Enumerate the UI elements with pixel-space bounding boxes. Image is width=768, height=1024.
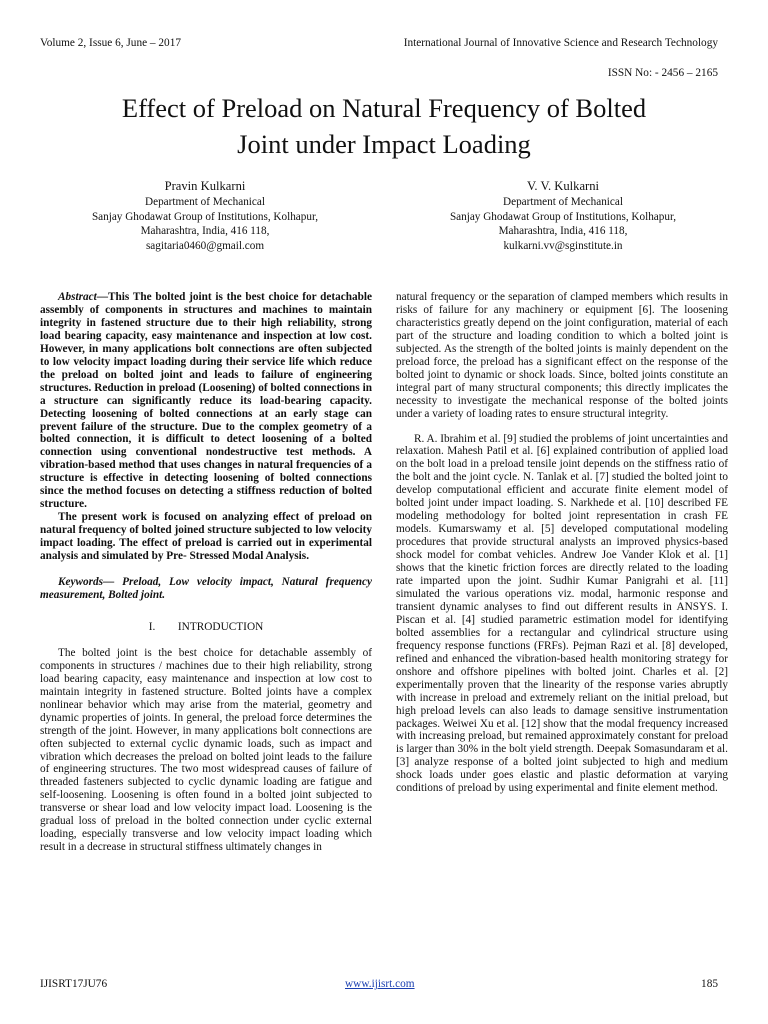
- footer-paper-id: IJISRT17JU76: [40, 978, 108, 990]
- author-inst: Sanjay Ghodawat Group of Institutions, Kolhapur,: [449, 210, 677, 223]
- right-paragraph-1: natural frequency or the separation of clamped members which results in risks of failure for any machinery or equipment [6]. The loosening characteristics greatly depend on the joint configuration, material of each part of the structure and loading condition to which a bolted joint is subjected. As the strength of the bolted joints is mainly dependent on the preload force, the preload has a significant effect on the response of the bolted joint to dynamic or shock loads. Since, bolted joints constitute an integral part of many structural components; this directly implicates the necessity to investigate the mechanical response of the bolted joints under a variety of loading rates to ensure structural integrity.: [396, 291, 728, 420]
- right-paragraph-2: R. A. Ibrahim et al. [9] studied the problems of joint uncertainties and relaxation. Mahesh Patil et al. [6] explained contribution of applied load on the bolt load in a preload tensile joint depends on the stiffness ratio of the bolt and the joint cycle. N. Tanlak et al. [7] studied the bolted joint to develop computational efficient and accurate finite element model of bolted joint under impact loading. S. Narkhede et al. [10] described FE modeling methodology for bolted joint representation in crash FE models. Kumarswamy et al. [5] developed computational modeling procedures that provide structural analysts an improved physics-based shock model for combat vehicles. Andrew Joe Vander Klok et al. [1] shows that the kinetic friction forces are directly related to the loading rate imparted upon the joint. Sudhir Kumar Panigrahi et al. [11] simulated the various operations viz. modal, harmonic response and transient dynamic analyses to find out different results in ANSYS. I. Piscan et al. [4] studied parametric estimation model for identifying bolted assemblies for a rectangular and cylindrical structure using frequency response functions (FRFs). Pejman Razi et al. [8] developed, refined and enhanced the vibration-based health monitoring strategy for onshore and offshore pipelines with bolted joint. Charles et al. [2] experimentally proven that the linearity of the response varies abruptly with increase in preload and extremely reliant on the initial preload, but high preload levels can also leads to damage sensitive instrumentation packages. Weiwei Xu et al. [12] show that the modal frequency increased with increasing preload, but remained approximately constant for preload is larger than 30% in the bolt yield strength. Deepak Somasundaram et al. [3] analyze response of a bolted joint subjected to high and medium shock loads under goes elastic and plastic deformation at varying conditions of preload by using experimental and finite element method.: [396, 432, 728, 795]
- section-heading-introduction: I. INTRODUCTION: [148, 620, 264, 633]
- left-column: [40, 291, 372, 854]
- title-line-1: Effect of Preload on Natural Frequency of Bolted: [121, 93, 647, 123]
- author-name: Pravin Kulkarni: [164, 179, 246, 193]
- abstract-text-2: The present work is focused on analyzing effect of preload on natural frequency of bolted joined structure subjected to low velocity impact loading. The effect of preload is carried out in experimental analysis and simulated by Pre- Stressed Modal Analysis.: [40, 511, 372, 563]
- paper-title: [40, 90, 728, 162]
- keywords: [40, 576, 372, 602]
- title-line-2: Joint under Impact Loading: [237, 129, 531, 159]
- abstract: [40, 291, 372, 511]
- author-dept: Department of Mechanical: [145, 196, 265, 208]
- abstract-text: —This The bolted joint is the best choice for detachable assembly of components in structures and machines to maintain integrity in fastened structure due to their high reliability, strong load bearing capacity, easy maintenance and inspection at low cost. However, in many applications bolt connections are often subjected to low velocity impact loading during their service life which reduce the preload on bolted joint and leads to failure of engineering structures. Reduction in preload (Loosening) of bolted connections in a structure can significantly reduce its load-bearing capacity. Detecting loosening of bolted connections at an early stage can prevent failure of the structure. Due to the complex geometry of a bolted connection, it is difficult to detect loosening of a bolted connection using conventional nondestructive test methods. A vibration-based method that uses changes in natural frequencies of a structure is effective in detecting loosening of bolted connections since the method focuses on detecting a stiffness reduction of bolted structure.: [40, 291, 372, 511]
- footer-url[interactable]: www.ijisrt.com: [345, 978, 415, 990]
- author-email: sagitaria0460@gmail.com: [145, 239, 265, 252]
- header-journal: International Journal of Innovative Science and Research Technology: [403, 37, 718, 49]
- author-dept: Department of Mechanical: [503, 196, 623, 208]
- header-issn: ISSN No: - 2456 – 2165: [607, 67, 718, 79]
- author-inst: Sanjay Ghodawat Group of Institutions, Kolhapur,: [91, 210, 319, 223]
- author-addr: Maharashtra, India, 416 118,: [140, 225, 270, 237]
- intro-paragraph-1: The bolted joint is the best choice for detachable assembly of components in structures / machines due to their high reliability, strong load bearing capacity, easy maintenance and inspection at low cost to maintain integrity in fastened structure. Bolted joints have a complex nonlinear behavior which may arise from the material, geometry and dynamic properties of joints. In general, the preload force determines the strength of the joint. However, in many applications bolt connections are often subjected to external cyclic dynamic loads, such as impact and vibration which decreases the preload on bolted joint leads to the failure of engineering structures. The two most widespread causes of failure of threaded fasteners subjected to cyclic dynamic loading are fatigue and self-loosening. Loosening is often found in a bolted joint subjected to transverse or shear load and low velocity impact load. Loosening is the gradual loss of preload in the bolted connection under cyclic external loading, especially transverse and low velocity impact loading which result in a decrease in structural stiffness ultimately changes in: [40, 646, 372, 854]
- author-name: V. V. Kulkarni: [526, 179, 600, 193]
- keywords-text: Preload, Low velocity impact, Natural frequency measurement, Bolted joint.: [40, 576, 372, 601]
- footer-page-number: 185: [701, 978, 718, 990]
- author-block-2: [398, 178, 728, 253]
- author-block-1: [40, 178, 370, 253]
- header-volume: Volume 2, Issue 6, June – 2017: [40, 37, 181, 49]
- keywords-label: Keywords—: [58, 576, 115, 589]
- author-email: kulkarni.vv@sginstitute.in: [503, 239, 623, 252]
- right-column: [396, 291, 728, 795]
- author-addr: Maharashtra, India, 416 118,: [498, 225, 628, 237]
- abstract-label: Abstract: [58, 291, 97, 303]
